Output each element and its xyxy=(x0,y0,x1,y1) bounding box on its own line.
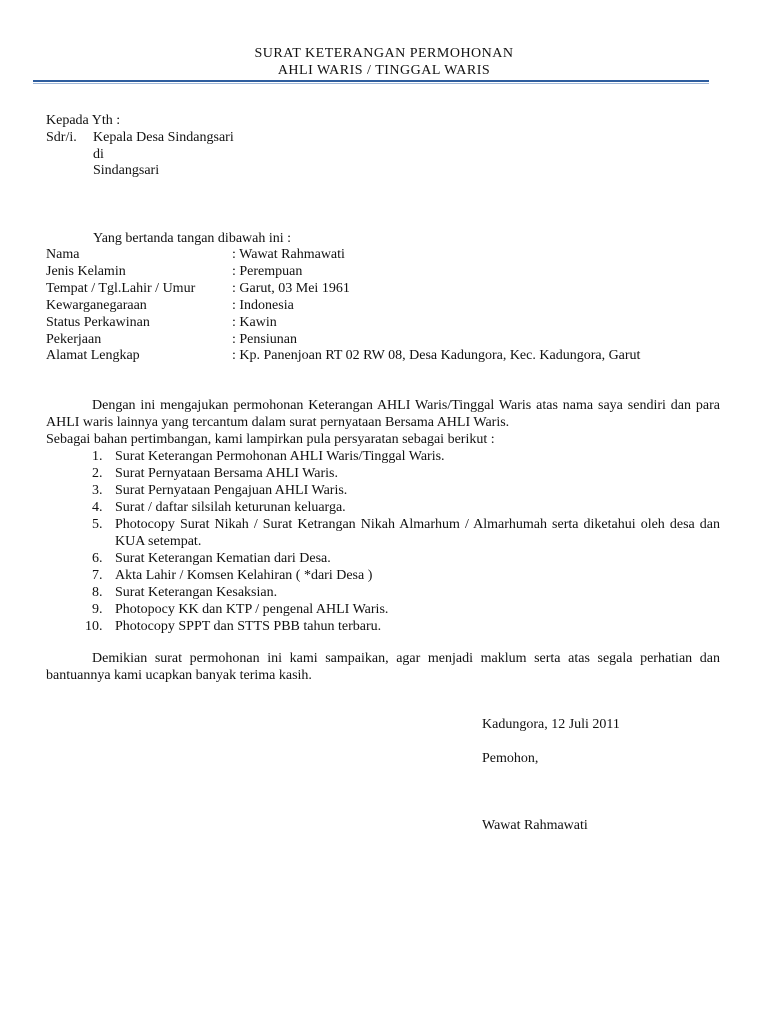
list-item xyxy=(46,465,720,482)
list-item-text: Akta Lahir / Komsen Kelahiran ( *dari Desa ) xyxy=(115,568,373,583)
recipient-title: Sdr/i. xyxy=(46,130,77,145)
list-item xyxy=(46,584,720,601)
header-divider xyxy=(33,80,709,82)
signature-name: Wawat Rahmawati xyxy=(482,818,588,833)
identity-value: : Indonesia xyxy=(232,298,294,313)
requirements-list xyxy=(46,448,720,635)
identity-label: Nama xyxy=(46,247,80,262)
recipient-name: Kepala Desa Sindangsari xyxy=(93,130,234,145)
list-item-text: Surat Pernyataan Pengajuan AHLI Waris. xyxy=(115,483,348,498)
list-item-number: 2. xyxy=(92,466,103,481)
list-item-text: Surat Keterangan Permohonan AHLI Waris/Tinggal Waris. xyxy=(115,449,445,464)
list-item-text: Photocopy Surat Nikah / Surat Ketrangan Nikah Almarhum / Almarhumah serta diketahui oleh desa dan KUA setempat. xyxy=(115,517,720,549)
closing-paragraph-text: Demikian surat permohonan ini kami sampaikan, agar menjadi maklum serta atas segala perhatian dan bantuannya kami ucapkan banyak terima kasih. xyxy=(46,651,720,683)
body-paragraph-text: Dengan ini mengajukan permohonan Keterangan AHLI Waris/Tinggal Waris atas nama saya sendiri dan para AHLI waris lainnya yang tercantum dalam surat pernyataan Bersama AHLI Waris. xyxy=(46,398,720,430)
list-item xyxy=(46,448,720,465)
list-item xyxy=(46,482,720,499)
identity-label: Alamat Lengkap xyxy=(46,348,140,363)
identity-label: Jenis Kelamin xyxy=(46,264,126,279)
body-paragraph xyxy=(46,397,720,431)
list-item xyxy=(46,601,720,618)
list-item-text: Photocopy SPPT dan STTS PBB tahun terbaru. xyxy=(115,619,382,634)
list-item xyxy=(46,550,720,567)
signature-place-date: Kadungora, 12 Juli 2011 xyxy=(482,717,620,732)
list-item-text: Surat Keterangan Kesaksian. xyxy=(115,585,278,600)
requirements-intro: Sebagai bahan pertimbangan, kami lampirkan pula persyaratan sebagai berikut : xyxy=(46,432,495,447)
list-item-number: 4. xyxy=(92,500,103,515)
identity-label: Tempat / Tgl.Lahir / Umur xyxy=(46,281,196,296)
letter-title-line1: SURAT KETERANGAN PERMOHONAN xyxy=(254,46,514,61)
identity-value: : Perempuan xyxy=(232,264,303,279)
list-item-number: 1. xyxy=(92,449,103,464)
recipient-place: Sindangsari xyxy=(93,163,160,178)
list-item-text: Photopocy KK dan KTP / pengenal AHLI Waris. xyxy=(115,602,389,617)
recipient-salutation: Kepada Yth : xyxy=(46,113,121,128)
identity-value: : Wawat Rahmawati xyxy=(232,247,345,262)
list-item-number: 3. xyxy=(92,483,103,498)
identity-label: Kewarganegaraan xyxy=(46,298,147,313)
list-item-text: Surat / daftar silsilah keturunan keluarga. xyxy=(115,500,346,515)
list-item xyxy=(46,499,720,516)
list-item-text: Surat Keterangan Kematian dari Desa. xyxy=(115,551,331,566)
identity-label: Pekerjaan xyxy=(46,332,102,347)
list-item-number: 5. xyxy=(92,517,103,532)
list-item-number: 10. xyxy=(85,619,103,634)
recipient-di: di xyxy=(93,147,104,162)
closing-paragraph xyxy=(46,650,720,684)
signature-role: Pemohon, xyxy=(482,751,539,766)
identity-label: Status Perkawinan xyxy=(46,315,150,330)
identity-value: : Garut, 03 Mei 1961 xyxy=(232,281,350,296)
intro-text: Yang bertanda tangan dibawah ini : xyxy=(93,231,292,246)
list-item-number: 7. xyxy=(92,568,103,583)
list-item xyxy=(46,516,720,550)
identity-value: : Kawin xyxy=(232,315,277,330)
list-item-number: 8. xyxy=(92,585,103,600)
list-item-text: Surat Pernyataan Bersama AHLI Waris. xyxy=(115,466,338,481)
identity-value: : Pensiunan xyxy=(232,332,297,347)
header-divider-thin xyxy=(33,83,709,84)
list-item xyxy=(46,618,720,635)
list-item-number: 9. xyxy=(92,602,103,617)
list-item-number: 6. xyxy=(92,551,103,566)
identity-value: : Kp. Panenjoan RT 02 RW 08, Desa Kadungora, Kec. Kadungora, Garut xyxy=(232,348,641,363)
list-item xyxy=(46,567,720,584)
letter-title-line2: AHLI WARIS / TINGGAL WARIS xyxy=(277,63,491,78)
